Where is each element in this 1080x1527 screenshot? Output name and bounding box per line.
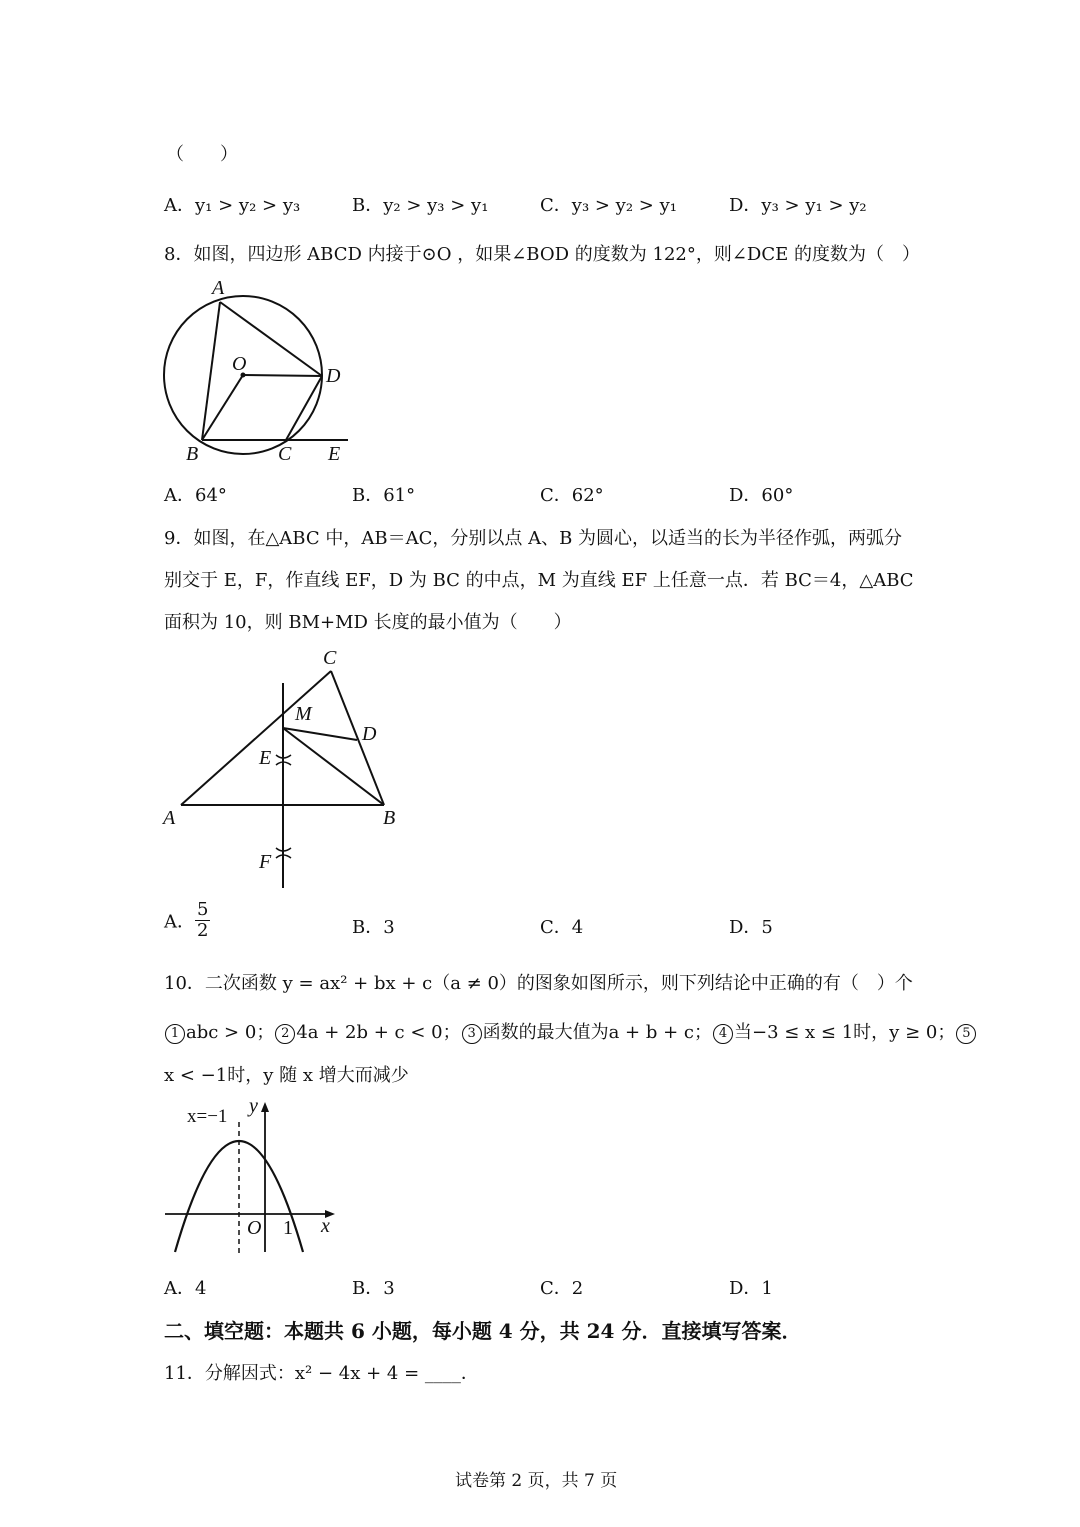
- q9-stem-line3: 面积为 10，则 BM+MD 长度的最小值为（ ）: [164, 612, 572, 633]
- q9-option-a-fraction: [195, 900, 210, 941]
- q10-y-arrow: [261, 1102, 269, 1112]
- q7-option-d: D．y₃ > y₁ > y₂: [729, 195, 867, 216]
- q8-option-d: D．60°: [729, 485, 794, 506]
- q8-segment-od: [243, 375, 322, 376]
- q10-circled-4: 4: [713, 1024, 733, 1044]
- q8-segment-ab: [202, 302, 220, 440]
- q9-figure-triangle: [155, 640, 415, 895]
- q9-stem-line2: 别交于 E，F，作直线 EF，D 为 BC 的中点，M 为直线 EF 上任意一点．若 BC＝4，△ABC: [164, 570, 914, 591]
- q8-option-c: C．62°: [540, 485, 604, 506]
- q10-circled-3: 3: [462, 1024, 482, 1044]
- q10-figure-parabola: [155, 1092, 345, 1260]
- q9-option-a-numerator: 5: [197, 899, 209, 920]
- q10-option-d: D．1: [729, 1278, 773, 1299]
- q9-segment-ac: [181, 671, 331, 805]
- q9-option-a-prefix: A．: [164, 911, 195, 933]
- q8-label-d: D: [326, 365, 341, 387]
- q10-circled-2: 2: [275, 1024, 295, 1044]
- q10-label-axis-line: x=−1: [187, 1106, 228, 1127]
- q9-label-c: C: [323, 647, 337, 669]
- q9-option-a-denominator: 2: [197, 920, 209, 941]
- q10-label-one: 1: [283, 1217, 293, 1239]
- q10-conclusion-4: 当−3 ≤ x ≤ 1时，y ≥ 0；: [733, 1022, 956, 1043]
- q8-label-o: O: [232, 353, 247, 375]
- q9-label-b: B: [383, 807, 396, 829]
- q8-segment-ob: [202, 375, 243, 440]
- q10-conclusion-3: 函数的最大值为a + b + c；: [482, 1022, 712, 1043]
- q9-segment-md: [283, 728, 357, 740]
- q8-label-e: E: [328, 443, 341, 465]
- q8-stem: 8．如图，四边形 ABCD 内接于⊙O ，如果∠BOD 的度数为 122°，则∠DCE 的度数为（ ）: [164, 244, 920, 265]
- q10-stem-line1: 10．二次函数 y = ax² + bx + c（a ≠ 0）的图象如图所示，则下列结论中正确的有（ ）个: [164, 973, 913, 994]
- q10-label-y: y: [249, 1095, 258, 1117]
- q10-label-x: x: [321, 1215, 330, 1237]
- q8-label-b: B: [186, 443, 199, 465]
- q10-label-origin: O: [247, 1217, 262, 1239]
- q10-option-a: A．4: [164, 1278, 207, 1299]
- q10-circled-1: 1: [165, 1024, 185, 1044]
- q9-label-d: D: [362, 723, 377, 745]
- q9-stem-line1: 9．如图，在△ABC 中，AB＝AC，分别以点 A、B 为圆心，以适当的长为半径作弧，两弧分: [164, 528, 903, 549]
- q9-option-b: B．3: [352, 917, 395, 938]
- q7-option-c: C．y₃ > y₂ > y₁: [540, 195, 677, 216]
- q8-option-a: A．64°: [164, 485, 227, 506]
- q7-answer-paren: （ ）: [166, 144, 238, 165]
- q10-option-c: C．2: [540, 1278, 584, 1299]
- q10-conclusion-1: abc > 0；: [186, 1022, 275, 1043]
- page-footer: 试卷第 2 页，共 7 页: [455, 1471, 618, 1491]
- q8-segment-cd: [286, 376, 322, 440]
- q10-stem-line2: [164, 1018, 977, 1044]
- q10-option-b: B．3: [352, 1278, 395, 1299]
- q9-label-e: E: [259, 747, 272, 769]
- q10-conclusion-2: 4a + 2b + c < 0；: [296, 1022, 461, 1043]
- q7-option-a: A．y₁ > y₂ > y₃: [164, 195, 301, 216]
- q8-label-a: A: [212, 277, 225, 299]
- q9-label-m: M: [295, 703, 312, 725]
- section-2-heading: 二、填空题：本题共 6 小题，每小题 4 分，共 24 分．直接填写答案．: [164, 1319, 802, 1343]
- q10-stem-line3: x < −1时，y 随 x 增大而减少: [164, 1065, 409, 1086]
- q10-circled-5: 5: [956, 1024, 976, 1044]
- q8-option-b: B．61°: [352, 485, 416, 506]
- q7-option-b: B．y₂ > y₃ > y₁: [352, 195, 489, 216]
- q9-option-d: D．5: [729, 917, 773, 938]
- q9-option-a: [164, 900, 210, 941]
- q9-option-c: C．4: [540, 917, 584, 938]
- q8-figure-circle: [150, 272, 370, 472]
- q8-label-c: C: [278, 443, 292, 465]
- q11-stem: 11．分解因式：x² − 4x + 4 = ____．: [164, 1363, 479, 1384]
- q9-label-f: F: [259, 851, 272, 873]
- q9-label-a: A: [163, 807, 176, 829]
